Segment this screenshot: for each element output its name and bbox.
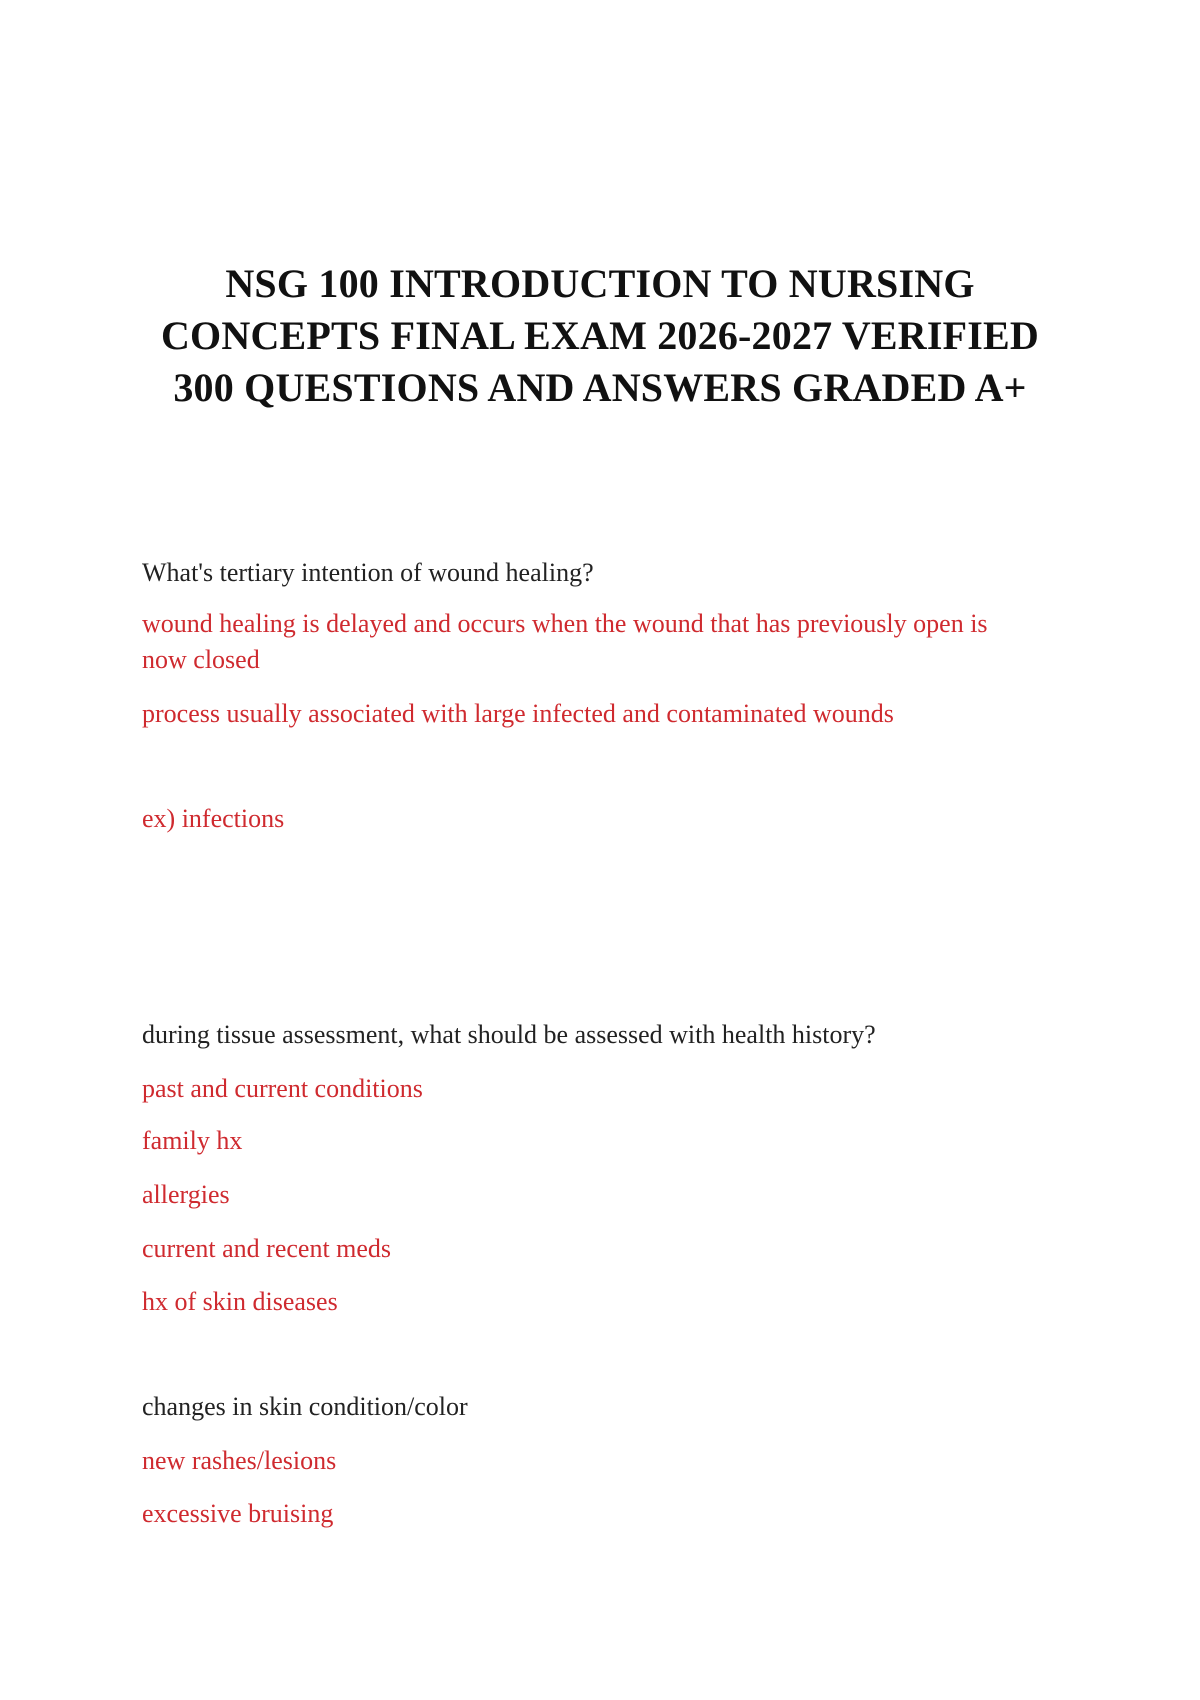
answer-3-item: new rashes/lesions	[142, 1446, 337, 1475]
title-line-1: NSG 100 INTRODUCTION TO NURSING	[225, 261, 975, 306]
answer-1-line-1: wound healing is delayed and occurs when the wound that has previously open is	[142, 609, 988, 638]
answer-2-item: hx of skin diseases	[142, 1287, 338, 1316]
answer-3-item: excessive bruising	[142, 1499, 334, 1528]
question-3: changes in skin condition/color	[142, 1392, 468, 1421]
question-1: What's tertiary intention of wound healing?	[142, 558, 594, 587]
answer-2-item: current and recent meds	[142, 1234, 392, 1263]
answer-2-item: allergies	[142, 1180, 230, 1209]
answer-2-item: family hx	[142, 1126, 243, 1155]
title-line-2: CONCEPTS FINAL EXAM 2026-2027 VERIFIED	[160, 313, 1040, 358]
answer-1-line-3: process usually associated with large infected and contaminated wounds	[142, 699, 894, 728]
page-title	[150, 258, 1050, 414]
title-line-3: 300 QUESTIONS AND ANSWERS GRADED A+	[173, 365, 1027, 410]
answer-2-item: past and current conditions	[142, 1074, 423, 1103]
answer-1-line-2: now closed	[142, 645, 260, 674]
answer-1-line-4: ex) infections	[142, 804, 285, 833]
question-2: during tissue assessment, what should be assessed with health history?	[142, 1020, 876, 1049]
